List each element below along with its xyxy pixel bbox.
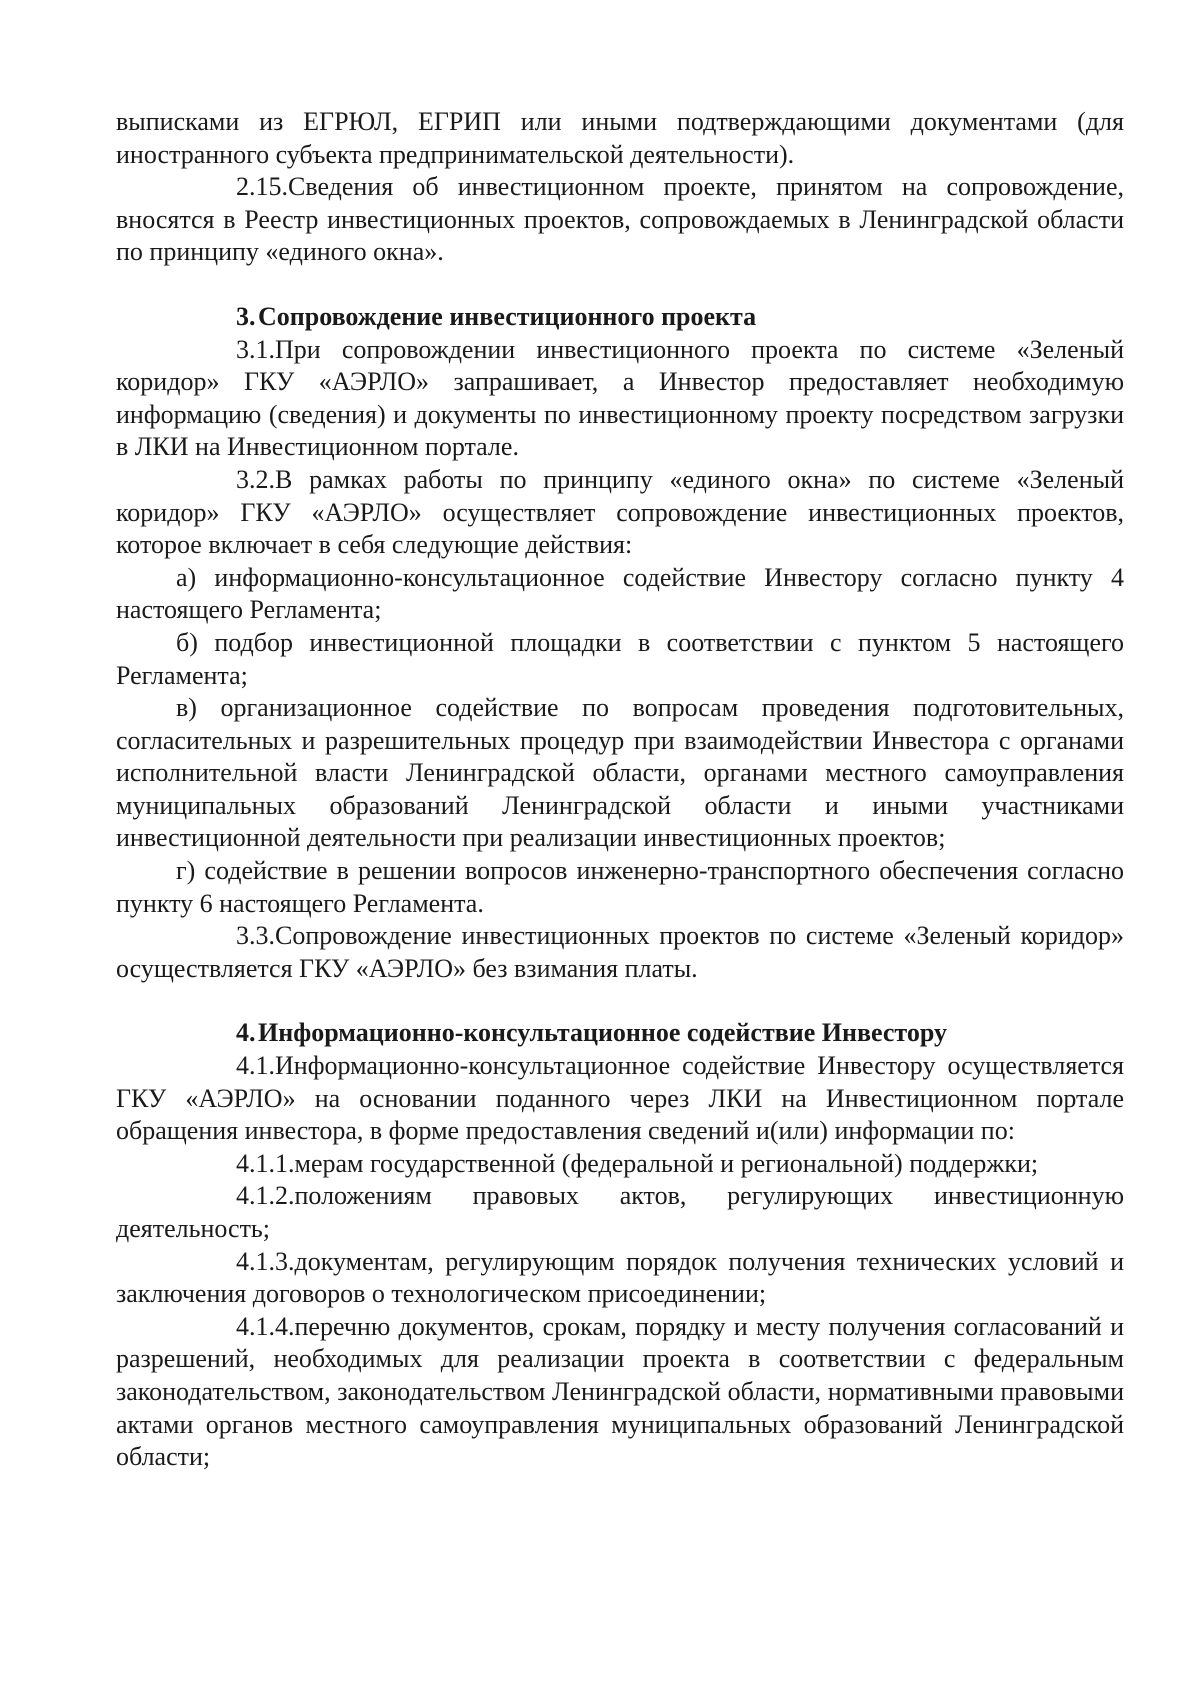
section-title: Сопровождение инвестиционного проекта: [258, 301, 757, 331]
paragraph-text: документам, регулирующим порядок получения технических условий и заключения договоров о технологическом присоединении;: [116, 1246, 1124, 1309]
section-4-heading: [116, 1017, 1124, 1050]
paragraph-number: 3.3.: [236, 921, 275, 951]
paragraph-4-1-1: [116, 1148, 1124, 1181]
paragraph-text: мерам государственной (федеральной и региональной) поддержки;: [294, 1148, 1039, 1178]
paragraph-4-1-4: [116, 1311, 1124, 1474]
document-page: [116, 106, 1124, 1474]
list-item-g: г) содействие в решении вопросов инженерно-транспортного обеспечения согласно пункту 6 настоящего Регламента.: [116, 856, 1124, 918]
paragraph-3-1: [116, 334, 1124, 464]
paragraph-text: Информационно-консультационное содействие Инвестору осуществляется ГКУ «АЭРЛО» на основании поданного через ЛКИ на Инвестиционном портале обращения инвестора, в форме предоставления сведений и(или) информации по:: [116, 1051, 1124, 1146]
spacer: [116, 985, 1124, 1017]
section-title: Информационно-консультационное содействие Инвестору: [258, 1018, 947, 1048]
paragraph-text: Сопровождение инвестиционных проектов по системе «Зеленый коридор» осуществляется ГКУ «АЭРЛО» без взимания платы.: [116, 921, 1124, 983]
paragraph-number: 4.1.: [236, 1051, 275, 1081]
paragraph-3-2: [116, 464, 1124, 562]
spacer: [116, 269, 1124, 301]
paragraph-text: В рамках работы по принципу «единого окна» по системе «Зеленый коридор» ГКУ «АЭРЛО» осуществляет сопровождение инвестиционных проектов, которое включает в себя следующие действия:: [116, 464, 1124, 560]
section-3-heading: [116, 301, 1124, 334]
paragraph-number: 3.1.: [236, 334, 275, 364]
paragraph-number: 2.15.: [236, 172, 288, 202]
paragraph-text: Сведения об инвестиционном проекте, принятом на сопровождение, вносятся в Реестр инвестиционных проектов, сопровождаемых в Ленинградской области по принципу «единого окна».: [116, 172, 1124, 267]
paragraph-4-1-2: [116, 1180, 1124, 1245]
paragraph-4-1-3: [116, 1246, 1124, 1311]
paragraph-number: 4.1.3.: [236, 1246, 295, 1276]
paragraph-continuation: выписками из ЕГРЮЛ, ЕГРИП или иными подтверждающими документами (для иностранного субъекта предпринимательской деятельности).: [116, 107, 1124, 169]
section-number: 4.: [236, 1018, 256, 1048]
paragraph-number: 4.1.2.: [236, 1181, 295, 1211]
paragraph-number: 3.2.: [236, 464, 275, 494]
paragraph-3-3: [116, 920, 1124, 985]
paragraph-text: положениям правовых актов, регулирующих инвестиционную деятельность;: [116, 1181, 1124, 1243]
section-number: 3.: [236, 301, 256, 331]
paragraph-number: 4.1.4.: [236, 1311, 295, 1341]
paragraph-2-15: [116, 171, 1124, 269]
paragraph-text: При сопровождении инвестиционного проекта по системе «Зеленый коридор» ГКУ «АЭРЛО» запрашивает, а Инвестор предоставляет необходимую информацию (сведения) и документы по инвестиционному проекту посредством загрузки в ЛКИ на Инвестиционном портале.: [116, 334, 1124, 462]
paragraph-text: перечню документов, срокам, порядку и месту получения согласований и разрешений, необходимых для реализации проекта в соответствии с федеральным законодательством, законодательством Ленинградской области, нормативными правовыми актами органов местного самоуправления муниципальных образований Ленинградской области;: [116, 1311, 1124, 1472]
paragraph-4-1: [116, 1050, 1124, 1148]
list-item-b: б) подбор инвестиционной площадки в соответствии с пунктом 5 настоящего Регламента;: [116, 627, 1124, 690]
list-item-v: в) организационное содействие по вопросам проведения подготовительных, согласительных и разрешительных процедур при взаимодействии Инвестора с органами исполнительной власти Ленинградской области, органами местного самоуправления муниципальных образований Ленинградской области и иными участниками инвестиционной деятельности при реализации инвестиционных проектов;: [116, 693, 1124, 853]
list-item-a: а) информационно-консультационное содействие Инвестору согласно пункту 4 настоящего Регламента;: [116, 562, 1124, 625]
paragraph-number: 4.1.1.: [236, 1148, 295, 1178]
